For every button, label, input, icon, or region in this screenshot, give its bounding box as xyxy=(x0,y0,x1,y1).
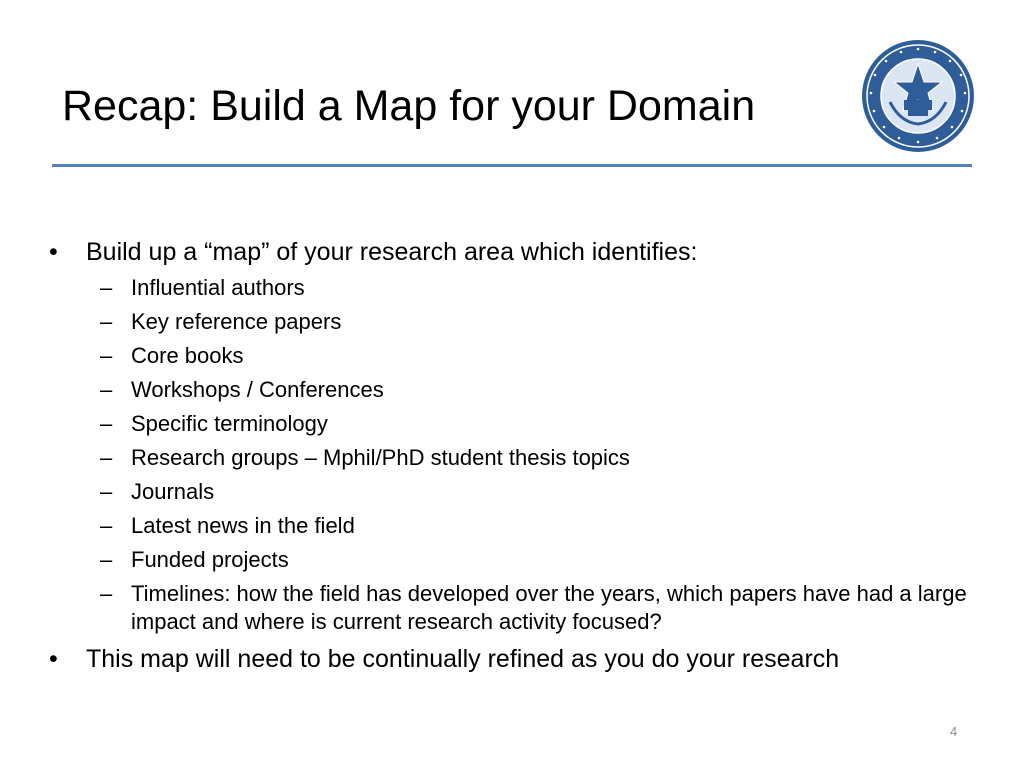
sub-list-item xyxy=(100,512,355,540)
sub-list-item xyxy=(100,342,244,370)
sub-list-item xyxy=(100,444,630,472)
sub-list-item xyxy=(100,274,305,302)
sub-bullet-mark: – xyxy=(100,411,113,436)
sub-bullet-mark: – xyxy=(100,377,113,402)
sub-list-item-text: Workshops / Conferences xyxy=(131,377,384,402)
sub-list-item-text: Journals xyxy=(131,479,215,504)
sub-list-item-text: Timelines: how the field has developed over the years, which papers have had a large impact and where is current research activity focused? xyxy=(131,581,967,634)
sub-list-item xyxy=(100,478,215,506)
sub-list-item-text: Core books xyxy=(131,343,244,368)
sub-list-item xyxy=(100,376,384,404)
sub-list-item xyxy=(100,546,289,574)
sub-list-item xyxy=(100,580,991,636)
sub-list-item-text: Key reference papers xyxy=(131,309,342,334)
sub-bullet-mark: – xyxy=(100,275,113,300)
bullet-text: This map will need to be continually refined as you do your research xyxy=(86,645,840,673)
sub-bullet-mark: – xyxy=(100,343,113,368)
sub-list-item xyxy=(100,308,342,336)
sub-bullet-mark: – xyxy=(100,581,113,606)
sub-list-item-text: Influential authors xyxy=(131,275,305,300)
bullet-text: Build up a “map” of your research area which identifies: xyxy=(86,238,698,266)
sub-list-item-text: Funded projects xyxy=(131,547,289,572)
sub-list-item-text: Specific terminology xyxy=(131,411,328,436)
sub-list-item-text: Research groups – Mphil/PhD student thesis topics xyxy=(131,445,630,470)
university-seal-icon xyxy=(860,38,976,154)
sub-bullet-mark: – xyxy=(100,547,113,572)
bullet-mark: • xyxy=(49,645,58,673)
sub-bullet-mark: – xyxy=(100,513,113,538)
sub-list-item-text: Latest news in the field xyxy=(131,513,355,538)
sub-bullet-mark: – xyxy=(100,445,113,470)
sub-bullet-mark: – xyxy=(100,479,113,504)
bullet-item xyxy=(49,236,698,268)
slide-title: Recap: Build a Map for your Domain xyxy=(62,82,756,130)
bullet-mark: • xyxy=(49,238,58,266)
sub-bullet-mark: – xyxy=(100,309,113,334)
title-divider xyxy=(52,164,972,167)
bullet-item xyxy=(49,643,840,675)
page-number: 4 xyxy=(950,724,958,739)
sub-list-item xyxy=(100,410,328,438)
